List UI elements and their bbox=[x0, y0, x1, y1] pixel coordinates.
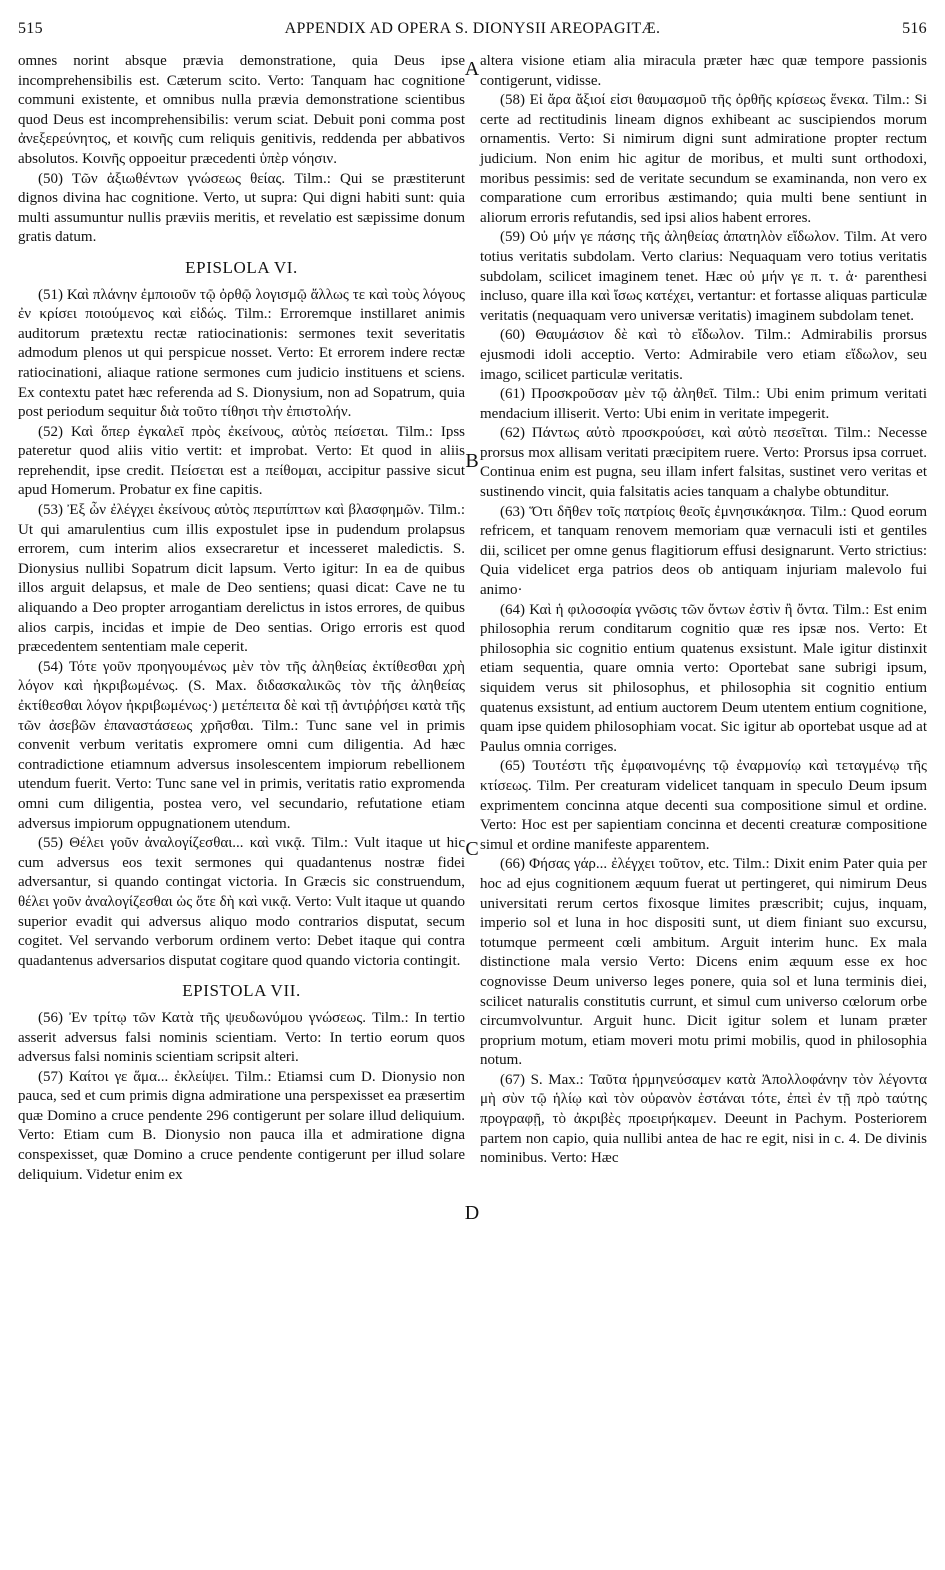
note-55: (55) Θέλει γοῦν ἀναλογίζεσθαι... καὶ νικᾷ. Tilm.: Vult itaque ut hic cum adversus eos texit sermones qui quadantenus nostræ fidei adversantur, si quando contingat victoria. In Græcis sic construendum, θέλει γοῦν ἀναλογίζεσθαι ὡς ὅτε δὴ καὶ νικᾷ. Verto: Vult itaque ut quando superior evadit qui adversus aliquo modo contrarios disputat, secum cogitet. Vel servando verborum ordinem verto: Debet itaque qui contra quadantenus adversarios disputat cogitare quod quando victoria contingit. bbox=[18, 835, 465, 969]
paragraph-continuation-right: altera visione etiam alia miracula præter hæc quæ tempore passionis contigerunt, vidisse. bbox=[480, 53, 927, 89]
left-column bbox=[18, 52, 465, 1185]
note-67: (67) S. Max.: Ταῦτα ἡρμηνεύσαμεν κατὰ Ἀπολλοφάνην τὸν λέγοντα μὴ σὺν τῷ ἡλίῳ καὶ τὸν οὐρανὸν ἑστάναι τότε, ἐπεὶ ἐν τῇ πρὸ ταύτης προγραφῇ, τὸ ἀκριβὲς προειρήκαμεν. Deeunt in Pachym. Posteriorem partem non capio, quia nullibi antea de hac re egit, nisi in c. 4. De divinis nominibus. Verto: Hæc bbox=[480, 1071, 927, 1167]
right-column bbox=[480, 52, 927, 1169]
section-marker-b: B bbox=[465, 450, 479, 472]
section-marker-d: D bbox=[464, 1202, 480, 1224]
running-title: APPENDIX AD OPERA S. DIONYSII AREOPAGITÆ. bbox=[284, 20, 661, 37]
note-62: (62) Πάντως αὐτὸ προσκρούσει, καὶ αὐτὸ πεσεῖται. Tilm.: Necesse prorsus mox allisam veritati præcipitem ruere. Verto: Prorsus ipsa corruet. Continua enim est pugna, seu illam infert falsitas, sustinet vero veritas et sustinendo vincit, quia falsitatis acies tanquam a chalybe obtunditur. bbox=[480, 425, 927, 501]
note-65: (65) Τουτέστι τῆς ἐμφαινομένης τῷ ἐναρμονίῳ καὶ τεταγμένῳ τῆς κτίσεως. Tilm. Per creaturam videlicet tanquam in speculo Deum ipsum exprimentem concinna atque decenti sua compositione simul et ordine. Verto: Hoc est per sapientiam concinna et decenti creaturæ compositione simul et ordine manifeste apparentem. bbox=[480, 758, 927, 853]
note-50: (50) Τῶν ἀξιωθέντων γνώσεως θείας. Tilm.: Qui se præstiterunt dignos divina hac cognitione. Verto, ut supra: Qui digni habiti sunt: quia multi assumuntur nullis præviis meritis, et revelatio est sæpissime donum gratis datum. bbox=[18, 170, 465, 246]
section-marker-c: C bbox=[465, 838, 479, 860]
note-51: (51) Καὶ πλάνην ἐμποιοῦν τῷ ὀρθῷ λογισμῷ ἄλλως τε καὶ τοὺς λόγους ἐν κρίσει ποιούμενος καὶ εἰδώς. Tilm.: Erroremque instillaret animis auditorum prætextu rectæ ratiocinationis: sermones texit severitatis admodum plenos ut qui perspicue nosset. Verto: Et errorem indere rectæ ratiocinationi, aliaque ratione sermones cum judicio instituens et sciens. Ex contextu patet hæc referenda ad S. Dionysium, non ad Sopatrum, quia post periodum sequitur διὰ τοῦτο τίθησι τὴν ἐπιστολήν. bbox=[18, 286, 465, 421]
page-number-right: 516 bbox=[902, 20, 927, 37]
note-60: (60) Θαυμάσιον δὲ καὶ τὸ εἴδωλον. Tilm.: Admirabilis prorsus ejusmodi idoli acceptio. Verto: Admirabile vero etiam εἴδωλον, seu imago, scilicet particulæ veritatis. bbox=[480, 327, 927, 383]
note-53: (53) Ἐξ ὧν ἐλέγχει ἐκείνους αὐτὸς περιπίπτων καὶ βλασφημῶν. Tilm.: Ut qui amarulentius cum illis expostulet ipse in pudendum prolapsus errorem, cum interim alios exsecraretur et incesseret maledictis. S. Dionysius nullibi Sopatrum dicit lapsum. Verto igitur: In ea de quibus illos arguit delapsus, et male de Deo sentiens; quasi dicat: Cave ne tu aliquando a Deo propter arrogantiam derelictus in istos errores, de quibus alios carpis, incidas et impie de Deo sentias. Origo erroris est quod præcedentem sententiam male ceperit. bbox=[18, 502, 465, 656]
note-66: (66) Φήσας γάρ... ἐλέγχει τοῦτον, etc. Tilm.: Dixit enim Pater quia per hoc ad ejus cognitionem æquum fuerat ut pertingeret, qui nimirum Deus universitati rerum certos fixosque limites præscribit; cujus, inquam, imperio sol et luna in hoc dispositi sunt, ut diem finiant suo excursu, totumque permeent cœli ambitum. Arguit interim hunc. Ex mala distinctione mala versio Verto: Dicens enim æquum esse ex hoc cognovisse Deum universo leges ponere, quia sol et luna terminis diei, scilicet naturalis constitutis currunt, et simul cum universo cœlorum orbe circumvolvuntur. Arguit hunc. Dicit igitur solem et lunam præter proprium motum, etiam moveri motu primi mobilis, quod in philosophia notum. bbox=[480, 856, 927, 1069]
heading-epistola-vii: EPISTOLA VII. bbox=[182, 981, 301, 1001]
note-56: (56) Ἐν τρίτῳ τῶν Κατὰ τῆς ψευδωνύμου γνώσεως. Tilm.: In tertio asserit adversus falsi nominis scientiam. Verto: In tertio eorum quos adversus falsi nominis scientiam scripsit alteri. bbox=[18, 1009, 465, 1066]
section-marker-a: A bbox=[464, 58, 480, 80]
note-57: (57) Καίτοι γε ἅμα... ἐκλείψει. Tilm.: Etiamsi cum D. Dionysio non pauca, sed et cum primis digna admiratione una perspexisset ea præsertim quæ Domino a cruce pendente 296 contigerunt per solare illud deliquium. Verto: Etiam cum B. Dionysio non pauca illa et admiratione digna conspexisset, quæ Domino a cruce pendente contigerunt per illud solare deliquium. Videtur enim ex bbox=[18, 1068, 465, 1183]
note-61: (61) Προσκροῦσαν μὲν τῷ ἀληθεῖ. Tilm.: Ubi enim primum veritati mendacium illiserit. Verto: Ubi enim in veritate impegerit. bbox=[480, 386, 927, 422]
note-59: (59) Οὐ μήν γε πάσης τῆς ἀληθείας ἀπατηλὸν εἴδωλον. Tilm. At vero totius veritatis subdolam. Verto clarius: Nequaquam vero totius veritatis subdolam, scilicet imaginem tenet. Hæc οὐ μήν γε π. τ. ἀ· parenthesi incluso, quare illa καὶ ἴσως κατέχει, vertantur: et fortasse aliquas particulæ veritatis (nequaquam vero universæ veritatis) imaginem subdolam tenet. bbox=[480, 229, 927, 324]
note-64: (64) Καὶ ἡ φιλοσοφία γνῶσις τῶν ὄντων ἐστὶν ἢ ὄντα. Tilm.: Est enim philosophia rerum conditarum cognitio quæ res ipsæ nos. Verto: Et philosophia sic cognitio entium quatenus exsistunt. Male igitur distinxit etiam sequentia, quare omnia verto: Oportebat sane subrigi ipsum, siquidem verus sit philosophus, et philosophia sit cognitio entium quatenus exsistunt, ad entium auctorem Deum utentem entium cognitione, quam ipse quidem philosophiam vocat. Sic igitur ab oportebat usque ad at Paulus omnia corriges. bbox=[480, 601, 927, 755]
page-number-left: 515 bbox=[18, 20, 43, 37]
note-52: (52) Καὶ ὅπερ ἐγκαλεῖ πρὸς ἐκείνους, αὐτὸς πείσεται. Tilm.: Ipss pateretur quod aliis vitio vertit: et improbat. Verto: Et quod in aliis reprehendit, ipse credit. Πείσεται est a πείθομαι, accipitur passive sicut apud Homerum. Probatur ex fine capitis. bbox=[18, 423, 465, 499]
paragraph-continuation: omnes norint absque prævia demonstratione, quia Deus ipse incomprehensibilis est. Cæterum scito. Verto: Tanquam hac cognitione communi existente, et omnibus nulla prævia demonstratione scientibus quod Deus est incomprehensibilis: verum sciat. Debuit poni comma post ἀνεξερεύνητος, et κοινῆς cum reliquis genitivis, reddenda per abbativos absolutos. Κοινῆς oppoeitur præcedenti ὑπὲρ νόησιν. bbox=[18, 53, 465, 167]
note-63: (63) Ὅτι δῆθεν τοῖς πατρίοις θεοῖς ἐμνησικάκησα. Tilm.: Quod eorum refricem, et tanquam renovem memoriam quæ vernaculi isti et gentiles dii, scilicet per omne genus flagitiorum effusi designarunt. Verto strictius: Quia videlicet erga patrios deos ob antiquam injuriam malevolo fui animo· bbox=[480, 503, 927, 599]
heading-epistola-vi: EPISLOLA VI. bbox=[185, 257, 298, 277]
note-58: (58) Εἰ ἄρα ἄξιοί εἰσι θαυμασμοῦ τῆς ὀρθῆς κρίσεως ἕνεκα. Tilm.: Si certe ad rectitudinis lineam dignos exhibeant ac suscipiendos morum ornamentis. Verto: Si nimirum digni sunt admiratione propter rectum judicium. Non enim hic agitur de moribus, et multi sunt orthodoxi, moribus pessimis: sed de veritate secundum se examinanda, non vero ex comparatione cum erroribus æstimando; quia multi bene sentiunt in aliorum erroris refutandis, sed ipsi alios habent errores. bbox=[480, 92, 927, 226]
page-header bbox=[18, 20, 927, 44]
note-54: (54) Τότε γοῦν προηγουμένως μὲν τὸν τῆς ἀληθείας ἐκτίθεσθαι χρὴ λόγον καὶ ἠκριβωμένως. (S. Max. διδασκαλικῶς τὸν τῆς ἀληθείας ἐκτίθεσθαι λόγον ἠκριβωμένως·) μετέπειτα δὲ καὶ τῇ ἀντιῤῥήσει κατὰ τῆς τῶν ἀσεβῶν ἐπαναστάσεως χρῆσθαι. Tilm.: Tunc sane vel in primis convenit verbum veritatis expromere omni cum diligentia. Ad hæc contradictione etiamnum adversus insolescentem impiorum rebellionem utendum fuerit. Verto: Tunc sane vel in primis, veritatis ratio expromenda omni cum diligentia, postea vero, vel secundario, refutatione etiam adversus impiorum oppugnationem utendum. bbox=[18, 658, 465, 832]
